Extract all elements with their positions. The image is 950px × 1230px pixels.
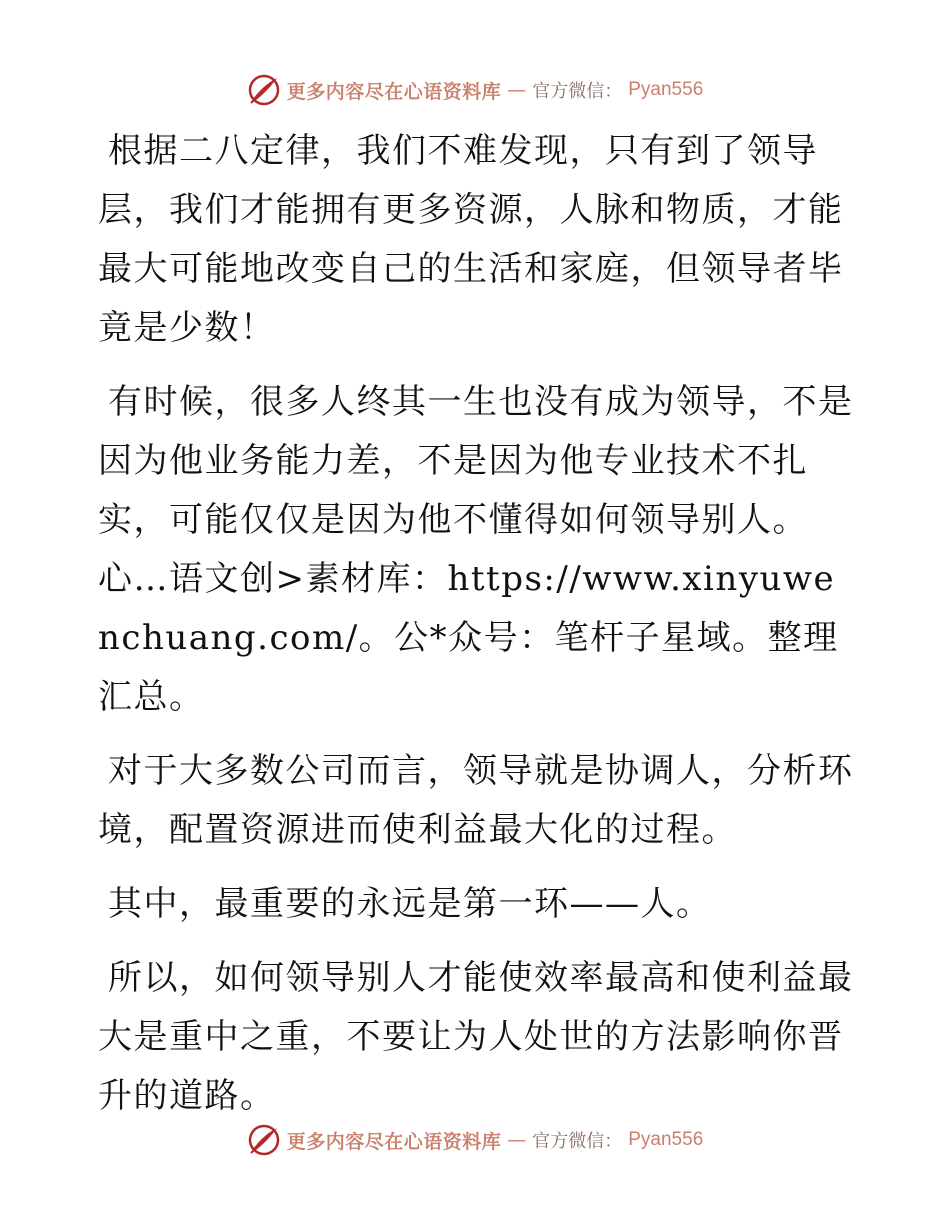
banner-dash: — bbox=[507, 1129, 527, 1151]
footer-banner bbox=[0, 1120, 950, 1160]
wechat-label: 官方微信： bbox=[532, 1131, 623, 1152]
wechat-label: 官方微信： bbox=[532, 81, 623, 102]
paragraph-3: 对于大多数公司而言，领导就是协调人，分析环境，配置资源进而使利益最大化的过程。 bbox=[98, 751, 854, 850]
wechat-id: Pyan556 bbox=[628, 1129, 704, 1150]
paragraph-1: 根据二八定律，我们不难发现，只有到了领导层，我们才能拥有更多资源，人脉和物质，才能最大可能地改变自己的生活和家庭，但领导者毕竟是少数！ bbox=[98, 131, 844, 348]
paragraph-5: 所以，如何领导别人才能使效率最高和使利益最大是重中之重，不要让为人处世的方法影响你晋升的道路。 bbox=[98, 958, 854, 1116]
quill-logo-icon bbox=[247, 1123, 281, 1157]
header-banner bbox=[0, 70, 950, 110]
paragraph-4: 其中，最重要的永远是第一环——人。 bbox=[108, 884, 712, 924]
document-body bbox=[98, 122, 858, 1141]
paragraph-2: 有时候，很多人终其一生也没有成为领导，不是因为他业务能力差，不是因为他专业技术不扎实，可能仅仅是因为他不懂得如何领导别人。心…语文创>素材库：https://www.xinyuwenchuang.com/。公*众号：笔杆子星域。整理汇总。 bbox=[98, 382, 854, 717]
quill-logo-icon bbox=[247, 73, 281, 107]
banner-text: 更多内容尽在心语资料库 bbox=[286, 1130, 502, 1153]
wechat-id: Pyan556 bbox=[628, 79, 704, 100]
banner-text: 更多内容尽在心语资料库 bbox=[286, 80, 502, 103]
banner-dash: — bbox=[507, 79, 527, 101]
